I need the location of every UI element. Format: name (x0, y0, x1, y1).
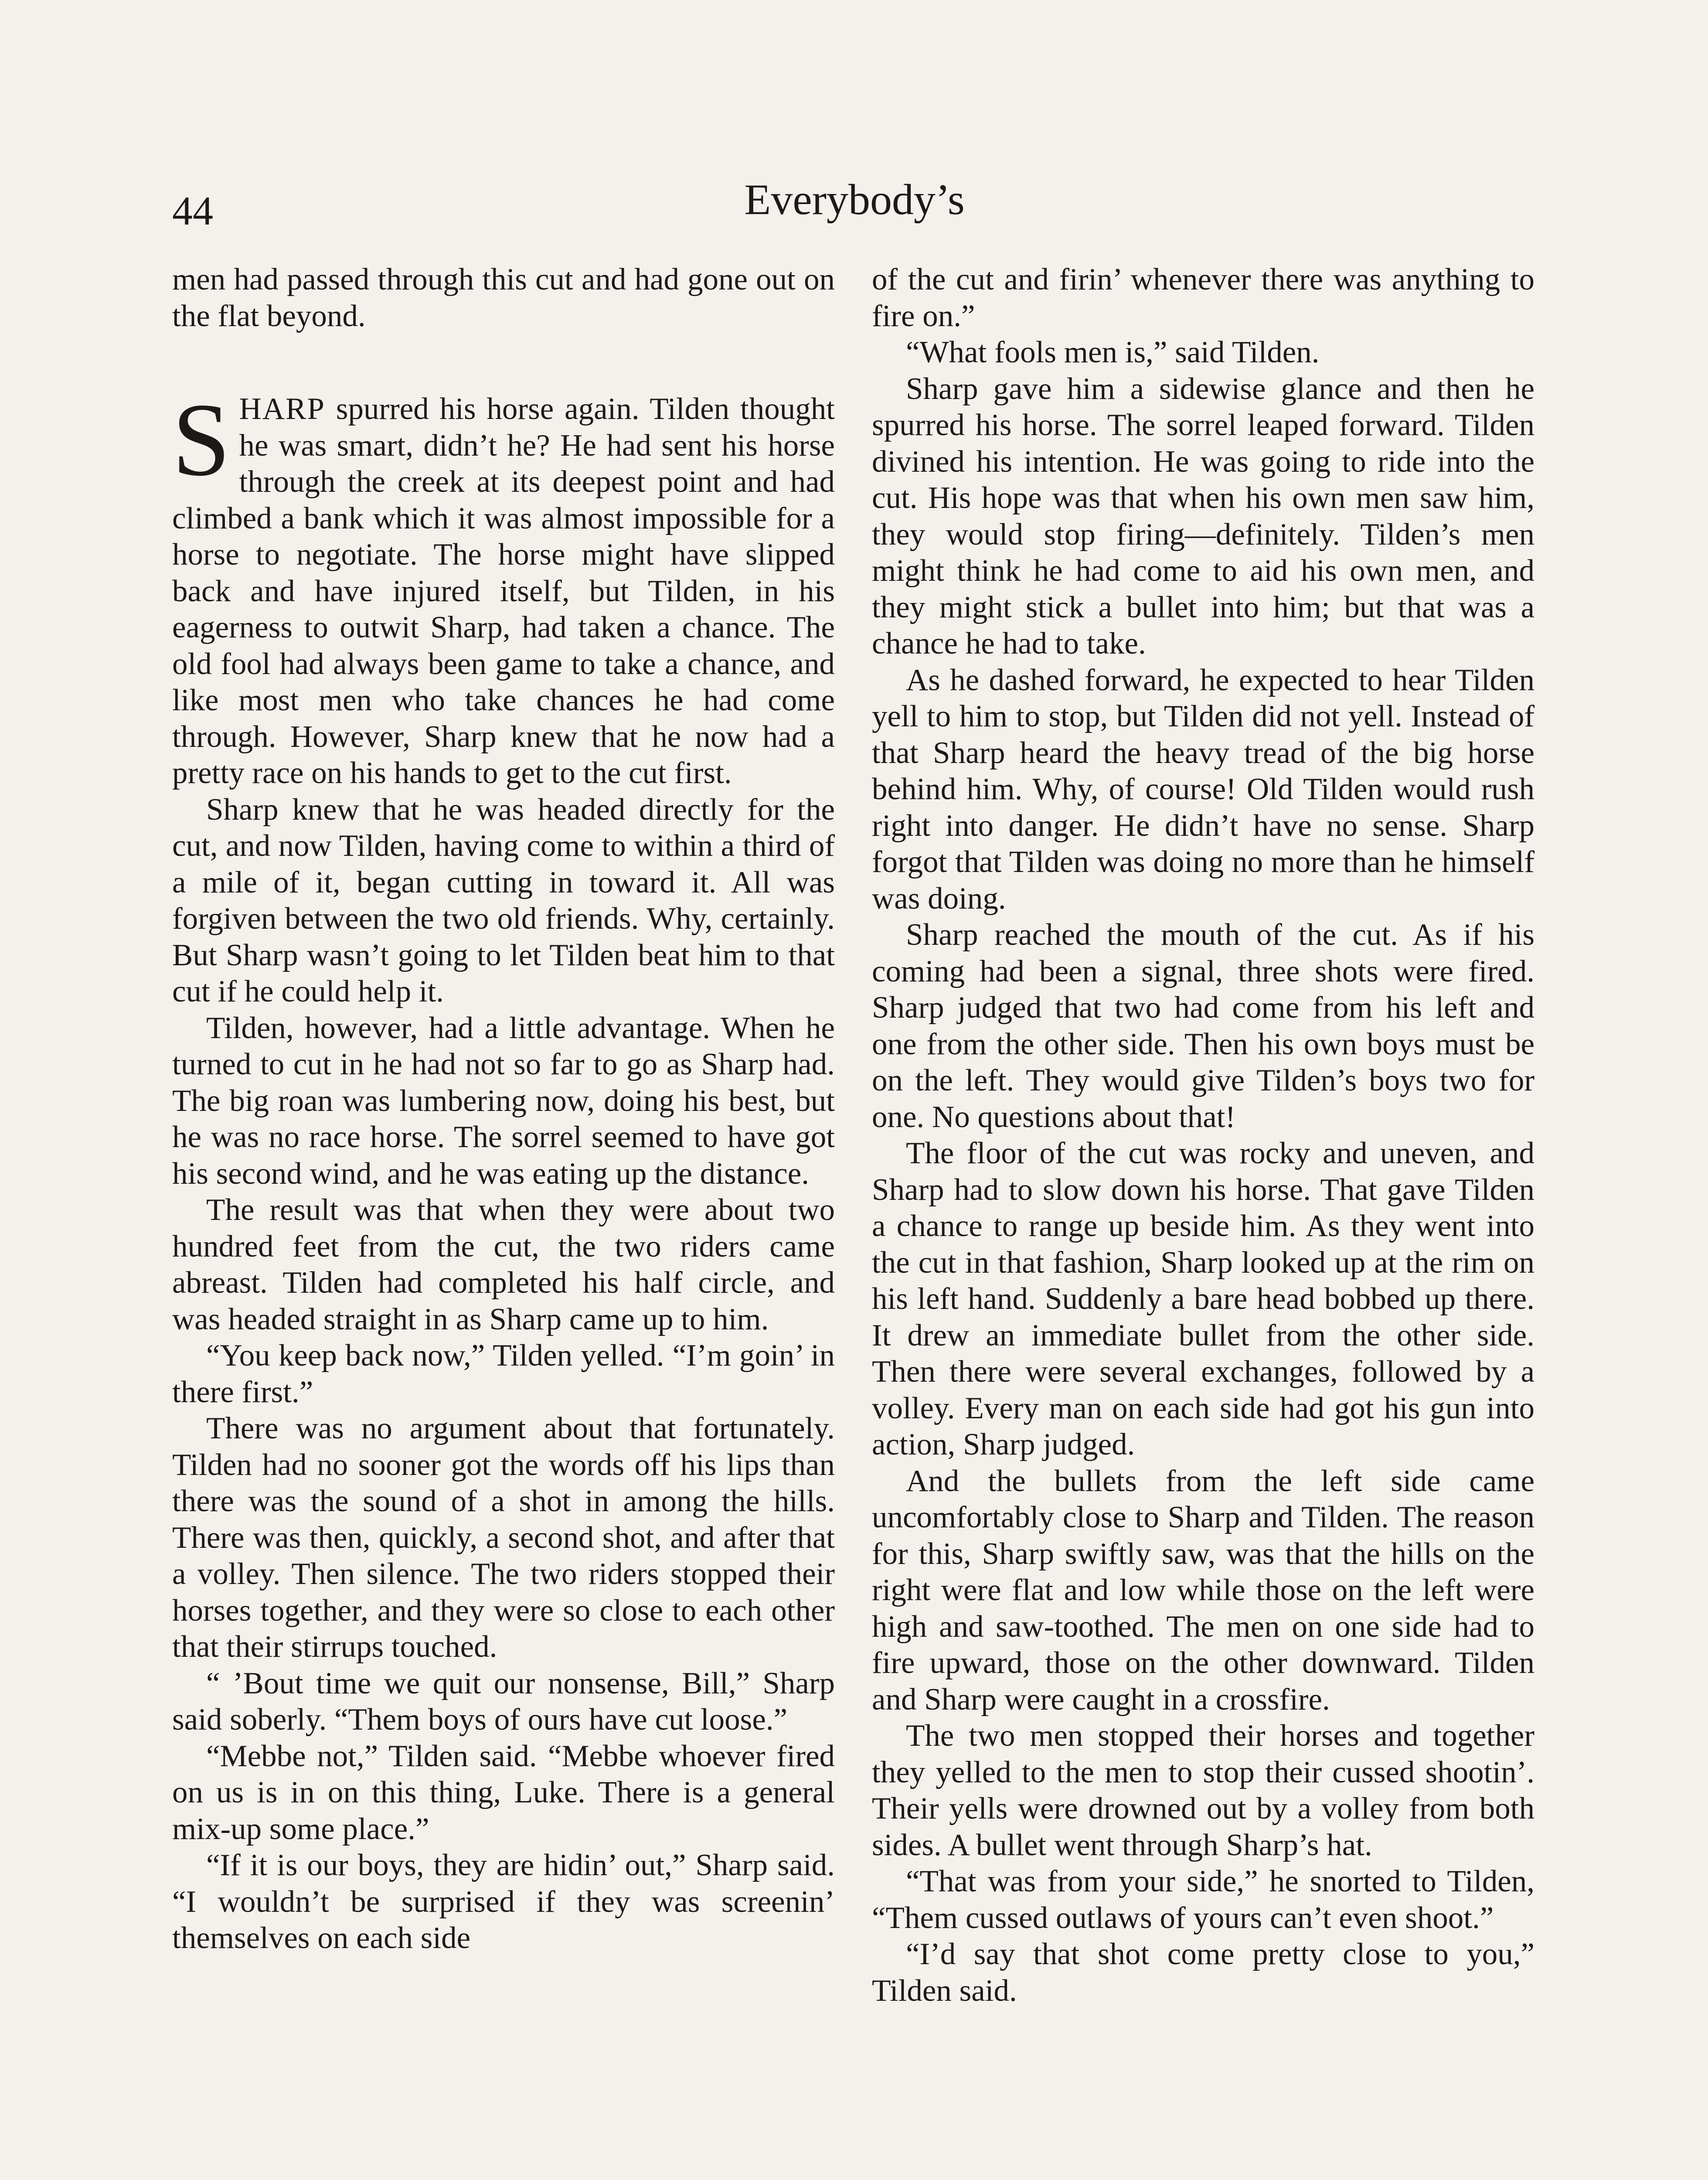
paragraph-text: spurred his horse again. Tilden thought he was smart, didn’t he? He had sent his horse through the creek at its deepest point and had climbed a bank which it was almost impossible for a horse to negotiate. The horse might have slipped back and have injured itself, but Tilden, in his eagerness to outwit Sharp, had taken a chance. The old fool had always been game to take a chance, and like most men who take chances he had come through. However, Sharp knew that he now had a pretty race on his hands to get to the cut first. (172, 392, 835, 790)
paragraph: “If it is our boys, they are hidin’ out,” Sharp said. “I wouldn’t be surprised if they was screenin’ themselves on each side (172, 1848, 835, 1955)
paragraph: men had passed through this cut and had gone out on the flat beyond. (172, 262, 835, 333)
paragraph: Tilden, however, had a little advantage. When he turned to cut in he had not so far to go as Sharp had. The big roan was lumbering now, doing his best, but he was no race horse. The sorrel seemed to have got his second wind, and he was eating up the distance. (172, 1011, 835, 1191)
paragraph: There was no argument about that fortunately. Tilden had no sooner got the words off his lips than there was the sound of a shot in among the hills. There was then, quickly, a second shot, and after that a volley. Then silence. The two riders stopped their horses together, and they were so close to each other that their stirrups touched. (172, 1411, 835, 1664)
page-header (172, 174, 1537, 240)
right-column (872, 262, 1534, 2009)
dropcap-paragraph (172, 382, 835, 792)
paragraph: “That was from your side,” he snorted to Tilden, “Them cussed outlaws of yours can’t even shoot.” (872, 1864, 1534, 1935)
small-caps-lead: HARP (239, 392, 325, 426)
paragraph: “ ’Bout time we quit our nonsense, Bill,” Sharp said soberly. “Them boys of ours have cut loose.” (172, 1666, 835, 1737)
drop-cap: S (172, 382, 231, 497)
paragraph: Sharp knew that he was headed directly for the cut, and now Tilden, having come to within a third of a mile of it, began cutting in toward it. All was forgiven between the two old friends. Why, certainly. But Sharp wasn’t going to let Tilden beat him to that cut if he could help it. (172, 792, 835, 1008)
paragraph: The result was that when they were about two hundred feet from the cut, the two riders came abreast. Tilden had completed his half circle, and was headed straight in as Sharp came up to him. (172, 1193, 835, 1336)
page-number: 44 (172, 188, 213, 234)
paragraph: Sharp gave him a sidewise glance and then he spurred his horse. The sorrel leaped forward. Tilden divined his intention. He was going to ride into the cut. His hope was that when his own men saw him, they would stop firing—definitely. Tilden’s men might think he had come to aid his own men, and they might stick a bullet into him; but that was a chance he had to take. (872, 371, 1534, 661)
paragraph: And the bullets from the left side came uncomfortably close to Sharp and Tilden. The reason for this, Sharp swiftly saw, was that the hills on the right were flat and low while those on the left were high and saw-toothed. The men on one side had to fire upward, those on the other downward. Tilden and Sharp were caught in a crossfire. (872, 1464, 1534, 1717)
paragraph: As he dashed forward, he expected to hear Tilden yell to him to stop, but Tilden did not yell. Instead of that Sharp heard the heavy tread of the big horse behind him. Why, of course! Old Tilden would rush right into danger. He didn’t have no sense. Sharp forgot that Tilden was doing no more than he himself was doing. (872, 663, 1534, 916)
paragraph: of the cut and firin’ whenever there was anything to fire on.” (872, 262, 1534, 333)
paragraph: “I’d say that shot come pretty close to you,” Tilden said. (872, 1937, 1534, 2008)
paragraph: “What fools men is,” said Tilden. (906, 335, 1320, 369)
paragraph: Sharp reached the mouth of the cut. As if his coming had been a signal, three shots were fired. Sharp judged that two had come from his left and one from the other side. Then his own boys must be on the left. They would give Tilden’s boys two for one. No questions about that! (872, 918, 1534, 1134)
paragraph: “You keep back now,” Tilden yelled. “I’m goin’ in there first.” (172, 1339, 835, 1409)
left-column (172, 262, 835, 1957)
magazine-title: Everybody’s (744, 175, 965, 224)
paragraph: The two men stopped their horses and together they yelled to the men to stop their cussed shootin’. Their yells were drowned out by a volley from both sides. A bullet went through Sharp’s hat. (872, 1719, 1534, 1862)
paragraph: The floor of the cut was rocky and uneven, and Sharp had to slow down his horse. That gave Tilden a chance to range up beside him. As they went into the cut in that fashion, Sharp looked up at the rim on his left hand. Suddenly a bare head bobbed up there. It drew an immediate bullet from the other side. Then there were several exchanges, followed by a volley. Every man on each side had got his gun into action, Sharp judged. (872, 1136, 1534, 1461)
paragraph: “Mebbe not,” Tilden said. “Mebbe whoever fired on us is in on this thing, Luke. There is a general mix-up some place.” (172, 1739, 835, 1846)
